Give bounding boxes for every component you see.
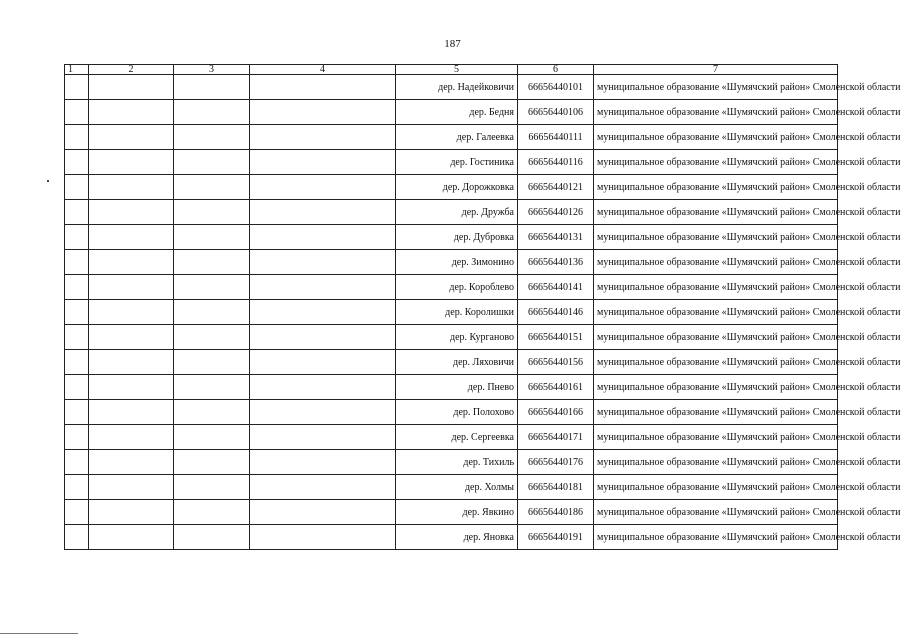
- empty-cell: [250, 225, 396, 250]
- empty-cell: [250, 325, 396, 350]
- oktmo-code-cell: 66656440166: [518, 400, 594, 425]
- settlement-name-cell: дер. Яновка: [396, 525, 518, 550]
- table-row: [65, 250, 838, 275]
- empty-cell: [65, 150, 89, 175]
- empty-cell: [250, 125, 396, 150]
- empty-cell: [250, 100, 396, 125]
- table-row: [65, 150, 838, 175]
- empty-cell: [174, 275, 250, 300]
- empty-cell: [89, 250, 174, 275]
- page-number: 187: [444, 38, 461, 50]
- empty-cell: [250, 150, 396, 175]
- oktmo-code-cell: 66656440191: [518, 525, 594, 550]
- municipal-entity-cell: муниципальное образование «Шумячский район» Смоленской области: [594, 225, 838, 250]
- empty-cell: [250, 300, 396, 325]
- empty-cell: [174, 150, 250, 175]
- empty-cell: [65, 400, 89, 425]
- empty-cell: [65, 100, 89, 125]
- table-row: [65, 400, 838, 425]
- settlement-name-cell: дер. Полохово: [396, 400, 518, 425]
- oktmo-code-cell: 66656440176: [518, 450, 594, 475]
- settlement-name-cell: дер. Королишки: [396, 300, 518, 325]
- oktmo-code-cell: 66656440111: [518, 125, 594, 150]
- oktmo-code-cell: 66656440116: [518, 150, 594, 175]
- empty-cell: [89, 400, 174, 425]
- column-header: 1: [65, 65, 89, 75]
- table-row: [65, 350, 838, 375]
- empty-cell: [65, 350, 89, 375]
- empty-cell: [250, 175, 396, 200]
- settlement-name-cell: дер. Явкино: [396, 500, 518, 525]
- table-row: [65, 100, 838, 125]
- empty-cell: [65, 125, 89, 150]
- oktmo-code-cell: 66656440141: [518, 275, 594, 300]
- empty-cell: [250, 525, 396, 550]
- table-row: [65, 75, 838, 100]
- empty-cell: [89, 425, 174, 450]
- municipal-entity-cell: муниципальное образование «Шумячский район» Смоленской области: [594, 200, 838, 225]
- empty-cell: [174, 375, 250, 400]
- empty-cell: [65, 300, 89, 325]
- settlement-name-cell: дер. Сергеевка: [396, 425, 518, 450]
- municipal-entity-cell: муниципальное образование «Шумячский район» Смоленской области: [594, 150, 838, 175]
- empty-cell: [89, 500, 174, 525]
- settlement-name-cell: дер. Дубровка: [396, 225, 518, 250]
- table-row: [65, 300, 838, 325]
- oktmo-code-cell: 66656440171: [518, 425, 594, 450]
- municipal-entity-cell: муниципальное образование «Шумячский район» Смоленской области: [594, 450, 838, 475]
- empty-cell: [89, 225, 174, 250]
- empty-cell: [174, 300, 250, 325]
- table-row: [65, 125, 838, 150]
- oktmo-code-cell: 66656440136: [518, 250, 594, 275]
- municipal-entity-cell: муниципальное образование «Шумячский район» Смоленской области: [594, 275, 838, 300]
- settlement-name-cell: дер. Надейковичи: [396, 75, 518, 100]
- oktmo-code-cell: 66656440151: [518, 325, 594, 350]
- empty-cell: [250, 400, 396, 425]
- empty-cell: [250, 475, 396, 500]
- empty-cell: [174, 425, 250, 450]
- empty-cell: [250, 375, 396, 400]
- empty-cell: [89, 75, 174, 100]
- table-row: [65, 325, 838, 350]
- municipal-entity-cell: муниципальное образование «Шумячский район» Смоленской области: [594, 75, 838, 100]
- oktmo-code-cell: 66656440131: [518, 225, 594, 250]
- table-row: [65, 450, 838, 475]
- oktmo-code-cell: 66656440146: [518, 300, 594, 325]
- empty-cell: [250, 450, 396, 475]
- empty-cell: [65, 525, 89, 550]
- municipal-entity-cell: муниципальное образование «Шумячский район» Смоленской области: [594, 350, 838, 375]
- oktmo-code-cell: 66656440161: [518, 375, 594, 400]
- settlement-name-cell: дер. Бедня: [396, 100, 518, 125]
- empty-cell: [89, 125, 174, 150]
- empty-cell: [65, 200, 89, 225]
- empty-cell: [65, 450, 89, 475]
- column-header: 2: [89, 65, 174, 75]
- oktmo-code-cell: 66656440186: [518, 500, 594, 525]
- settlement-name-cell: дер. Ляховичи: [396, 350, 518, 375]
- table-row: [65, 375, 838, 400]
- empty-cell: [174, 450, 250, 475]
- empty-cell: [65, 75, 89, 100]
- empty-cell: [174, 75, 250, 100]
- municipal-entity-cell: муниципальное образование «Шумячский район» Смоленской области: [594, 175, 838, 200]
- municipal-entity-cell: муниципальное образование «Шумячский район» Смоленской области: [594, 100, 838, 125]
- column-header: 4: [250, 65, 396, 75]
- settlement-name-cell: дер. Зимонино: [396, 250, 518, 275]
- municipal-entity-cell: муниципальное образование «Шумячский район» Смоленской области: [594, 125, 838, 150]
- table-row: [65, 275, 838, 300]
- settlement-name-cell: дер. Курганово: [396, 325, 518, 350]
- settlement-name-cell: дер. Холмы: [396, 475, 518, 500]
- empty-cell: [174, 525, 250, 550]
- empty-cell: [65, 325, 89, 350]
- empty-cell: [65, 250, 89, 275]
- empty-cell: [89, 350, 174, 375]
- column-header: 3: [174, 65, 250, 75]
- empty-cell: [65, 175, 89, 200]
- empty-cell: [250, 200, 396, 225]
- settlement-name-cell: дер. Галеевка: [396, 125, 518, 150]
- empty-cell: [174, 325, 250, 350]
- municipal-entity-cell: муниципальное образование «Шумячский район» Смоленской области: [594, 475, 838, 500]
- empty-cell: [250, 275, 396, 300]
- municipal-entity-cell: муниципальное образование «Шумячский район» Смоленской области: [594, 325, 838, 350]
- empty-cell: [89, 375, 174, 400]
- empty-cell: [174, 500, 250, 525]
- empty-cell: [65, 475, 89, 500]
- table-row: [65, 225, 838, 250]
- table-row: [65, 425, 838, 450]
- empty-cell: [174, 400, 250, 425]
- empty-cell: [250, 500, 396, 525]
- empty-cell: [89, 450, 174, 475]
- settlement-name-cell: дер. Дружба: [396, 200, 518, 225]
- empty-cell: [174, 225, 250, 250]
- empty-cell: [250, 250, 396, 275]
- empty-cell: [250, 75, 396, 100]
- settlement-name-cell: дер. Пнево: [396, 375, 518, 400]
- empty-cell: [250, 425, 396, 450]
- empty-cell: [89, 325, 174, 350]
- settlement-name-cell: дер. Дорожковка: [396, 175, 518, 200]
- empty-cell: [174, 250, 250, 275]
- table-header: [65, 65, 838, 75]
- empty-cell: [174, 175, 250, 200]
- oktmo-code-cell: 66656440181: [518, 475, 594, 500]
- header-row: [65, 65, 838, 75]
- oktmo-code-cell: 66656440156: [518, 350, 594, 375]
- column-header: 7: [594, 65, 838, 75]
- table-row: [65, 525, 838, 550]
- municipal-entity-cell: муниципальное образование «Шумячский район» Смоленской области: [594, 400, 838, 425]
- oktmo-code-cell: 66656440121: [518, 175, 594, 200]
- empty-cell: [174, 125, 250, 150]
- municipal-entity-cell: муниципальное образование «Шумячский район» Смоленской области: [594, 300, 838, 325]
- municipal-entity-cell: муниципальное образование «Шумячский район» Смоленской области: [594, 525, 838, 550]
- oktmo-code-cell: 66656440101: [518, 75, 594, 100]
- table-row: [65, 175, 838, 200]
- empty-cell: [89, 150, 174, 175]
- empty-cell: [174, 100, 250, 125]
- empty-cell: [89, 200, 174, 225]
- empty-cell: [89, 275, 174, 300]
- empty-cell: [65, 500, 89, 525]
- empty-cell: [89, 525, 174, 550]
- scan-speck: [47, 180, 49, 182]
- municipal-entity-cell: муниципальное образование «Шумячский район» Смоленской области: [594, 425, 838, 450]
- empty-cell: [250, 350, 396, 375]
- municipal-entity-cell: муниципальное образование «Шумячский район» Смоленской области: [594, 500, 838, 525]
- empty-cell: [174, 350, 250, 375]
- oktmo-code-cell: 66656440106: [518, 100, 594, 125]
- empty-cell: [65, 275, 89, 300]
- registry-table: [64, 64, 901, 550]
- settlement-name-cell: дер. Тихиль: [396, 450, 518, 475]
- settlement-name-cell: дер. Гостиника: [396, 150, 518, 175]
- table-row: [65, 475, 838, 500]
- settlement-name-cell: дер. Короблево: [396, 275, 518, 300]
- empty-cell: [174, 475, 250, 500]
- empty-cell: [89, 100, 174, 125]
- scan-edge-line: [0, 633, 78, 634]
- table-row: [65, 200, 838, 225]
- oktmo-code-cell: 66656440126: [518, 200, 594, 225]
- table-row: [65, 500, 838, 525]
- empty-cell: [89, 175, 174, 200]
- empty-cell: [174, 200, 250, 225]
- municipal-entity-cell: муниципальное образование «Шумячский район» Смоленской области: [594, 250, 838, 275]
- table-body: [65, 75, 901, 550]
- empty-cell: [65, 375, 89, 400]
- column-header: 6: [518, 65, 594, 75]
- empty-cell: [89, 300, 174, 325]
- empty-cell: [89, 475, 174, 500]
- municipal-entity-cell: муниципальное образование «Шумячский район» Смоленской области: [594, 375, 838, 400]
- column-header: 5: [396, 65, 518, 75]
- empty-cell: [65, 225, 89, 250]
- empty-cell: [65, 425, 89, 450]
